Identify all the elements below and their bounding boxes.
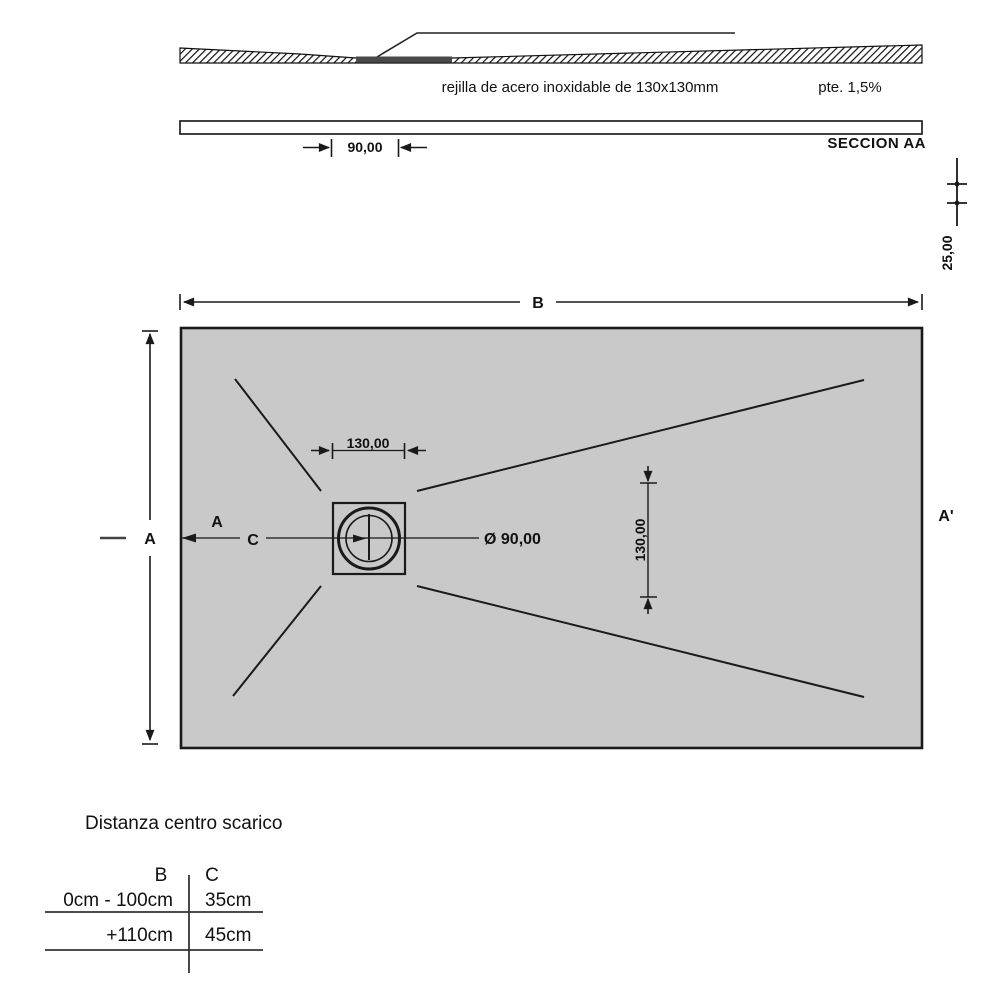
section-end-label: A' (938, 508, 954, 525)
plan-view (100, 294, 954, 748)
section-view-label: SECCION AA (827, 135, 926, 152)
table-col-b: B (154, 865, 168, 886)
dim-a-label: A (144, 531, 156, 548)
dim-b-label: B (532, 295, 544, 312)
dim-b (180, 294, 922, 310)
grate-note: rejilla de acero inoxidable de 130x130mm (441, 79, 719, 96)
slope-note: pte. 1,5% (818, 79, 882, 96)
section-base-plate (180, 121, 922, 134)
dim-130-h-text: 130,00 (346, 435, 390, 451)
section-start-label: A (211, 514, 223, 531)
drain-section (356, 57, 452, 63)
dim-25-text: 25,00 (939, 235, 955, 271)
drain-distance-table (45, 813, 282, 973)
table-title: Distanza centro scarico (85, 813, 283, 834)
dim-130-v-text: 130,00 (632, 518, 648, 562)
drain-diameter-text: Ø 90,00 (484, 531, 541, 548)
tray-section-hatched (180, 45, 922, 63)
dim-90-text: 90,00 (347, 139, 383, 155)
drain-distance-label: C (247, 532, 259, 549)
table-row2-b: +110cm (106, 925, 173, 946)
table-row1-b: 0cm - 100cm (63, 890, 173, 911)
dim-25 (947, 158, 967, 226)
table-row2-c: 45cm (205, 925, 252, 946)
table-col-c: C (205, 865, 219, 886)
table-row1-c: 35cm (205, 890, 252, 911)
section-view (180, 33, 967, 271)
